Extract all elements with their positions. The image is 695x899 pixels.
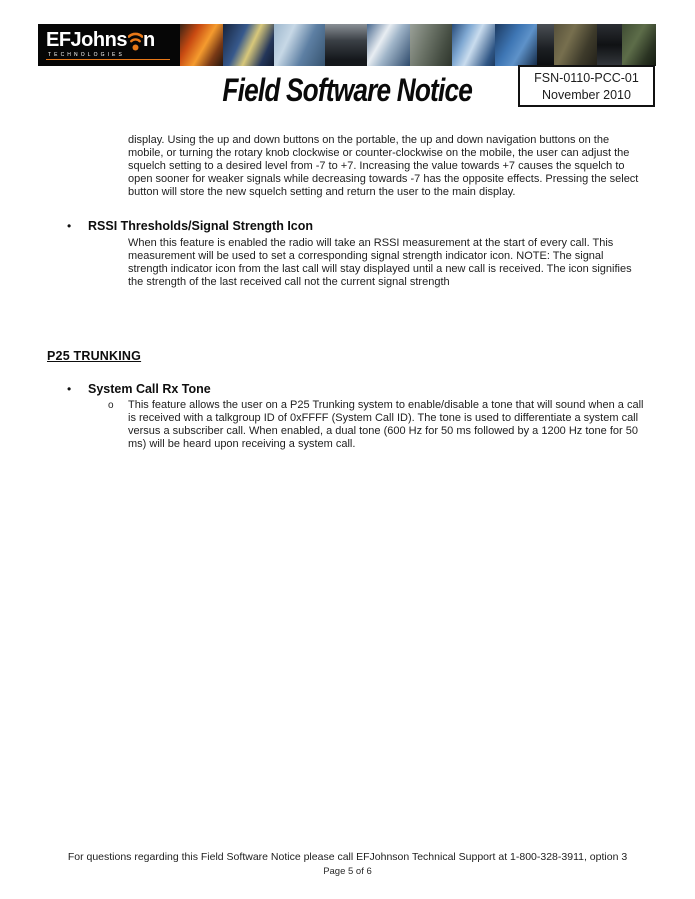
photo-segment-firefighter-helmet <box>223 24 274 66</box>
photo-segment-man-blue-shirt <box>495 24 538 66</box>
photo-segment-soldiers <box>410 24 453 66</box>
p25-trunking-heading: P25 TRUNKING <box>47 349 142 363</box>
wifi-signal-icon <box>128 32 143 51</box>
system-call-heading: System Call Rx Tone <box>88 382 211 396</box>
sub-bullet-icon: o <box>108 400 114 411</box>
notice-id: FSN-0110-PCC-01 <box>534 71 639 85</box>
banner-photo-montage <box>180 24 656 66</box>
document-title: Field Software Notice <box>222 72 472 108</box>
efjohnson-logo <box>38 24 180 66</box>
header-banner <box>38 24 656 66</box>
notice-date: November 2010 <box>542 88 631 102</box>
system-call-paragraph: This feature allows the user on a P25 Trunking system to enable/disable a tone that will sound when a call is received with a talkgroup ID of 0xFFFF (System Call ID). The tone is used to differentiate a system call versus a subscriber call. When enabled, a dual tone (600 Hz for 50 ms followed by a 1200 Hz tone for 50 ms) will be heard upon receiving a system call. <box>128 399 644 450</box>
brand-text-left: EFJohns <box>46 29 127 51</box>
photo-segment-cyclist <box>367 24 410 66</box>
page-number: Page 5 of 6 <box>323 866 372 877</box>
brand-text-right: n <box>142 29 155 51</box>
bullet-icon: • <box>67 382 72 396</box>
photo-segment-soldier-green-cap <box>622 24 656 66</box>
system-call-bullet-row <box>67 382 211 396</box>
photo-segment-portable-radio <box>597 24 623 66</box>
photo-segment-radio-equipment <box>325 24 368 66</box>
rssi-bullet-row <box>67 219 313 233</box>
photo-segment-handset-silhouette <box>537 24 554 66</box>
intro-paragraph: display. Using the up and down buttons on the portable, the up and down navigation buttons on the mobile, or turning the rotary knob clockwise or counter-clockwise on the mobile, the user can adjust the squelch setting to a desired level from -7 to +7. Increasing the value towards +7 causes the squelch to open sooner for weaker signals while decreasing towards -7 has the opposite effects. Pressing the select button will store the new squelch setting and return the user to the main display. <box>128 134 639 198</box>
brand-tagline: TECHNOLOGIES <box>46 52 170 60</box>
photo-segment-soldier-camo <box>554 24 597 66</box>
brand-row <box>46 30 180 50</box>
photo-segment-dispatch-monitors <box>452 24 495 66</box>
rssi-paragraph: When this feature is enabled the radio will take an RSSI measurement at the start of every call. This measurement will be used to set a corresponding signal strength indicator icon. NOTE: The signal strength indicator icon from the last call will stay displayed until a new call is received. The icon signifies the strength of the last received call not the current signal strength <box>128 237 632 288</box>
photo-segment-firefight-flames <box>180 24 223 66</box>
notice-id-box <box>518 65 655 107</box>
rssi-heading: RSSI Thresholds/Signal Strength Icon <box>88 219 314 233</box>
support-contact-line: For questions regarding this Field Software Notice please call EFJohnson Technical Support at 1-800-328-3911, option 3 <box>67 851 628 863</box>
photo-segment-woman-radio <box>274 24 325 66</box>
bullet-icon: • <box>67 219 72 233</box>
